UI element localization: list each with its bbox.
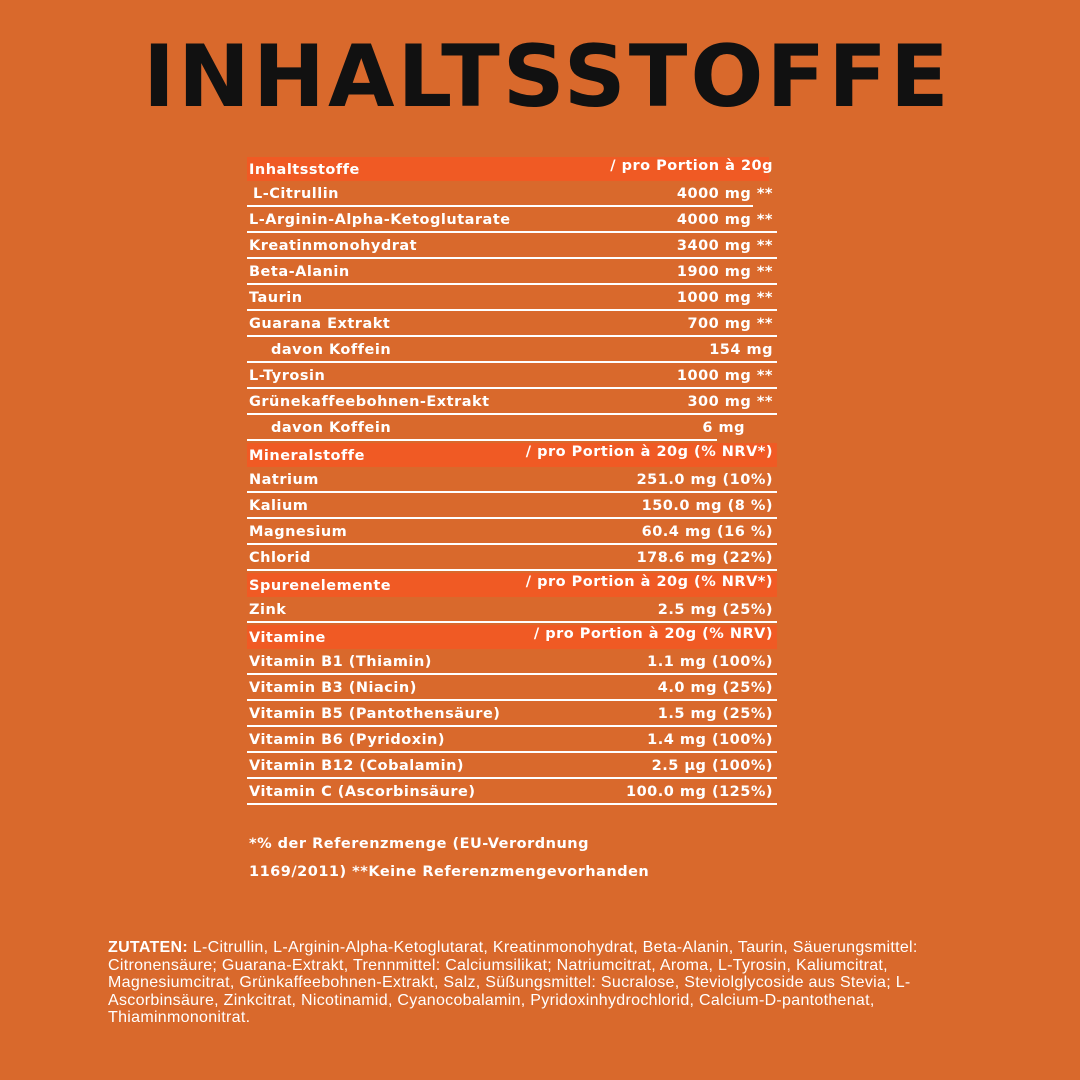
table-row [247,467,777,493]
header-value: / pro Portion à 20g (% NRV*) [525,574,773,590]
table-row [247,285,777,311]
table-row [247,259,777,285]
row-value: 60.4 mg (16 %) [641,524,773,540]
table-row [247,337,777,363]
footnote [249,830,809,886]
row-label: Vitamin B5 (Pantothensäure) [249,706,501,722]
row-label: Kalium [249,498,309,514]
row-label: L-Arginin-Alpha-Ketoglutarate [249,212,511,228]
row-label: Vitamin B12 (Cobalamin) [249,758,465,774]
row-label: L-Tyrosin [249,368,326,384]
table-row [247,519,777,545]
table-row [247,415,777,441]
row-label: Vitamin B1 (Thiamin) [249,654,432,670]
header-label: Inhaltsstoffe [249,162,360,178]
row-label: Zink [249,602,287,618]
table-row [247,675,777,701]
row-label: Grünekaffeebohnen-Extrakt [249,394,490,410]
table-row [247,363,777,389]
row-value: 4.0 mg (25%) [657,680,773,696]
row-label: L-Citrullin [253,186,340,202]
ingredients-label: ZUTATEN: [108,939,189,956]
table-section-header [247,155,777,181]
footnote-line: 1169/2011) **Keine Referenzmengevorhanden [249,864,650,880]
table-row [247,181,777,207]
table-section-header [247,571,777,597]
table-row [247,753,777,779]
table-row [247,233,777,259]
table-row [247,597,777,623]
ingredients-text [108,939,1013,1027]
row-label: Taurin [249,290,303,306]
row-value: 150.0 mg (8 %) [641,498,773,514]
row-value: 2.5 µg (100%) [651,758,773,774]
row-value: 700 mg ** [687,316,773,332]
row-value: 1.1 mg (100%) [647,654,773,670]
header-value: / pro Portion à 20g [610,158,773,174]
row-value: 154 mg [709,342,773,358]
table-row [247,389,777,415]
row-label: Kreatinmonohydrat [249,238,418,254]
row-value: 1000 mg ** [676,368,773,384]
row-label: Guarana Extrakt [249,316,391,332]
table-section-header [247,441,777,467]
row-value: 178.6 mg (22%) [636,550,773,566]
ingredients-list: L-Citrullin, L-Arginin-Alpha-Ketoglutarat, Kreatinmonohydrat, Beta-Alanin, Taurin, Säuerungsmittel: Citronensäure; Guarana-Extrakt, Trennmittel: Calciumsilikat; Natriumcitrat, Aroma, L-Tyrosin, Kaliumcitrat, Magnesiumcitrat, Grünkaffeebohnen-Extrakt, Salz, Süßungsmittel: Sucralose, Steviolglycoside aus Stevia; L-Ascorbinsäure, Zinkcitrat, Nicotinamid, Cyanocobalamin, Pyridoxinhydrochlorid, Calcium-D-pantothenat, Thiaminmononitrat. [108,939,918,1026]
table-row [247,207,777,233]
row-value: 4000 mg ** [676,212,773,228]
table-row [247,545,777,571]
table-row [247,311,777,337]
row-label: Magnesium [249,524,348,540]
header-label: Vitamine [249,630,326,646]
row-label: davon Koffein [271,420,392,436]
row-label: Natrium [249,472,319,488]
nutrition-table [247,155,777,805]
row-value: 1000 mg ** [676,290,773,306]
row-label: Vitamin C (Ascorbinsäure) [249,784,476,800]
header-label: Mineralstoffe [249,448,365,464]
row-label: Beta-Alanin [249,264,350,280]
row-value: 6 mg [702,420,745,436]
row-value: 1.4 mg (100%) [647,732,773,748]
row-value: 1.5 mg (25%) [657,706,773,722]
row-value: 251.0 mg (10%) [636,472,773,488]
row-value: 100.0 mg (125%) [626,784,773,800]
table-section-header [247,623,777,649]
table-row [247,779,777,805]
table-row [247,493,777,519]
row-label: Vitamin B6 (Pyridoxin) [249,732,446,748]
header-label: Spurenelemente [249,578,392,594]
page-title: INHALTSSTOFFE [143,27,952,127]
row-value: 3400 mg ** [676,238,773,254]
row-value: 2.5 mg (25%) [657,602,773,618]
row-value: 4000 mg ** [676,186,773,202]
footnote-line: *% der Referenzmenge (EU-Verordnung [249,836,590,852]
table-row [247,701,777,727]
table-row [247,649,777,675]
row-label: davon Koffein [271,342,392,358]
row-value: 1900 mg ** [676,264,773,280]
row-label: Chlorid [249,550,311,566]
header-value: / pro Portion à 20g (% NRV) [533,626,773,642]
row-label: Vitamin B3 (Niacin) [249,680,417,696]
row-value: 300 mg ** [687,394,773,410]
header-value: / pro Portion à 20g (% NRV*) [525,444,773,460]
table-row [247,727,777,753]
